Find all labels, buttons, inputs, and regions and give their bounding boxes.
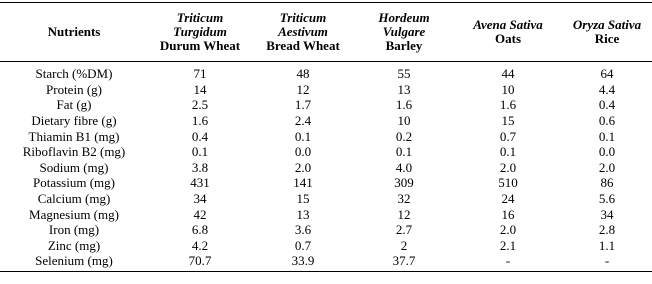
header-scientific-name: Triticum	[279, 10, 327, 25]
row-label: Zinc (mg)	[47, 237, 101, 253]
header-rice	[562, 3, 652, 62]
table-cell: 2.4	[294, 113, 312, 129]
table-cell: 0.1	[598, 128, 616, 144]
table-cell: 2	[400, 237, 408, 253]
table-row	[0, 206, 652, 222]
table-cell: 64	[600, 66, 614, 82]
table-cell: -	[505, 253, 511, 269]
table-row	[0, 128, 652, 144]
table-cell: 14	[193, 81, 207, 97]
row-label: Magnesium (mg)	[29, 206, 119, 222]
table-cell: 510	[498, 175, 518, 191]
table-cell: 1.6	[395, 97, 413, 113]
table-cell: 12	[397, 206, 411, 222]
table-cell: 0.1	[191, 144, 209, 160]
table-row	[0, 113, 652, 129]
table-cell: 4.2	[191, 237, 209, 253]
table-cell: 34	[193, 191, 207, 207]
table-cell: 10	[501, 81, 515, 97]
table-cell: 3.8	[191, 159, 209, 175]
table-cell: 4.4	[598, 81, 616, 97]
table-cell: 1.6	[499, 97, 517, 113]
row-label: Potassium (mg)	[33, 175, 115, 191]
table-row	[0, 97, 652, 113]
table-cell: 2.0	[499, 159, 517, 175]
table-cell: 0.1	[395, 144, 413, 160]
table-cell: 0.2	[395, 128, 413, 144]
table-cell: 34	[600, 206, 614, 222]
table-cell: 24	[501, 191, 515, 207]
header-common-name: Bread Wheat	[266, 38, 340, 53]
table-cell: 5.6	[598, 191, 616, 207]
table-cell: 2.0	[294, 159, 312, 175]
table-cell: 0.6	[598, 113, 616, 129]
row-label: Riboflavin B2 (mg)	[22, 144, 126, 160]
table-cell: -	[604, 253, 610, 269]
table-cell: 86	[600, 175, 614, 191]
table-cell: 0.7	[499, 128, 517, 144]
table-cell: 13	[397, 81, 411, 97]
header-scientific-name: Aestivum	[278, 24, 328, 39]
table-cell: 16	[501, 206, 515, 222]
row-label: Iron (mg)	[48, 222, 100, 238]
table-cell: 0.1	[294, 128, 312, 144]
table-cell: 431	[190, 175, 210, 191]
table-cell: 70.7	[188, 253, 212, 269]
table-row	[0, 175, 652, 191]
table-cell: 2.0	[598, 159, 616, 175]
row-label: Starch (%DM)	[35, 66, 113, 82]
table-cell: 1.7	[294, 97, 312, 113]
row-label: Calcium (mg)	[37, 191, 111, 207]
header-barley	[354, 3, 454, 62]
table-row	[0, 191, 652, 207]
table-cell: 12	[296, 81, 310, 97]
row-label: Fat (g)	[56, 97, 92, 113]
table-cell: 10	[397, 113, 411, 129]
row-label: Thiamin B1 (mg)	[28, 128, 120, 144]
header-nutrients: Nutrients	[47, 24, 101, 39]
table-cell: 71	[193, 66, 207, 82]
table-cell: 2.8	[598, 222, 616, 238]
table-cell: 44	[501, 66, 515, 82]
table-cell: 309	[394, 175, 414, 191]
table-cell: 15	[501, 113, 515, 129]
table-cell: 2.5	[191, 97, 209, 113]
table-cell: 37.7	[392, 253, 416, 269]
table-cell: 2.1	[499, 237, 517, 253]
table-cell: 48	[296, 66, 310, 82]
table-cell: 0.0	[294, 144, 312, 160]
table-cell: 0.1	[499, 144, 517, 160]
table-row	[0, 144, 652, 160]
header-bread-wheat	[252, 3, 354, 62]
header-scientific-name: Turgidum	[173, 24, 227, 39]
table-cell: 2.7	[395, 222, 413, 238]
table-body	[0, 62, 652, 272]
table-cell: 32	[397, 191, 411, 207]
header-common-name: Barley	[385, 38, 423, 53]
table-cell: 1.6	[191, 113, 209, 129]
table-cell: 0.4	[598, 97, 616, 113]
table-cell: 6.8	[191, 222, 209, 238]
table-cell: 13	[296, 206, 310, 222]
table-cell: 141	[293, 175, 313, 191]
header-durum-wheat	[148, 3, 252, 62]
header-scientific-name: Oryza Sativa	[572, 17, 642, 32]
header-oats	[454, 3, 562, 62]
row-label: Selenium (mg)	[35, 253, 113, 269]
header-scientific-name: Avena Sativa	[473, 17, 543, 32]
table-row	[0, 253, 652, 271]
table-cell: 0.0	[598, 144, 616, 160]
header-scientific-name: Triticum	[176, 10, 224, 25]
table-cell: 55	[397, 66, 411, 82]
header-scientific-name: Hordeum	[378, 10, 430, 25]
nutrient-comparison-table	[0, 2, 652, 272]
row-label: Protein (g)	[46, 81, 102, 97]
header-scientific-name: Vulgare	[382, 24, 426, 39]
table-cell: 42	[193, 206, 207, 222]
table-row	[0, 222, 652, 238]
row-label: Dietary fibre (g)	[31, 113, 117, 129]
table-cell: 0.7	[294, 237, 312, 253]
table-row	[0, 82, 652, 98]
table-cell: 1.1	[598, 237, 616, 253]
header-common-name: Durum Wheat	[159, 38, 241, 53]
header-common-name: Oats	[495, 31, 521, 46]
table-row	[0, 62, 652, 82]
header-common-name: Rice	[594, 31, 620, 46]
header-row	[0, 3, 652, 62]
row-label: Sodium (mg)	[39, 159, 109, 175]
table-cell: 2.0	[499, 222, 517, 238]
table-cell: 0.4	[191, 128, 209, 144]
table-cell: 4.0	[395, 159, 413, 175]
table-cell: 3.6	[294, 222, 312, 238]
table-cell: 15	[296, 191, 310, 207]
table-row	[0, 160, 652, 176]
table-header	[0, 3, 652, 62]
table-row	[0, 238, 652, 254]
table-cell: 33.9	[291, 253, 315, 269]
